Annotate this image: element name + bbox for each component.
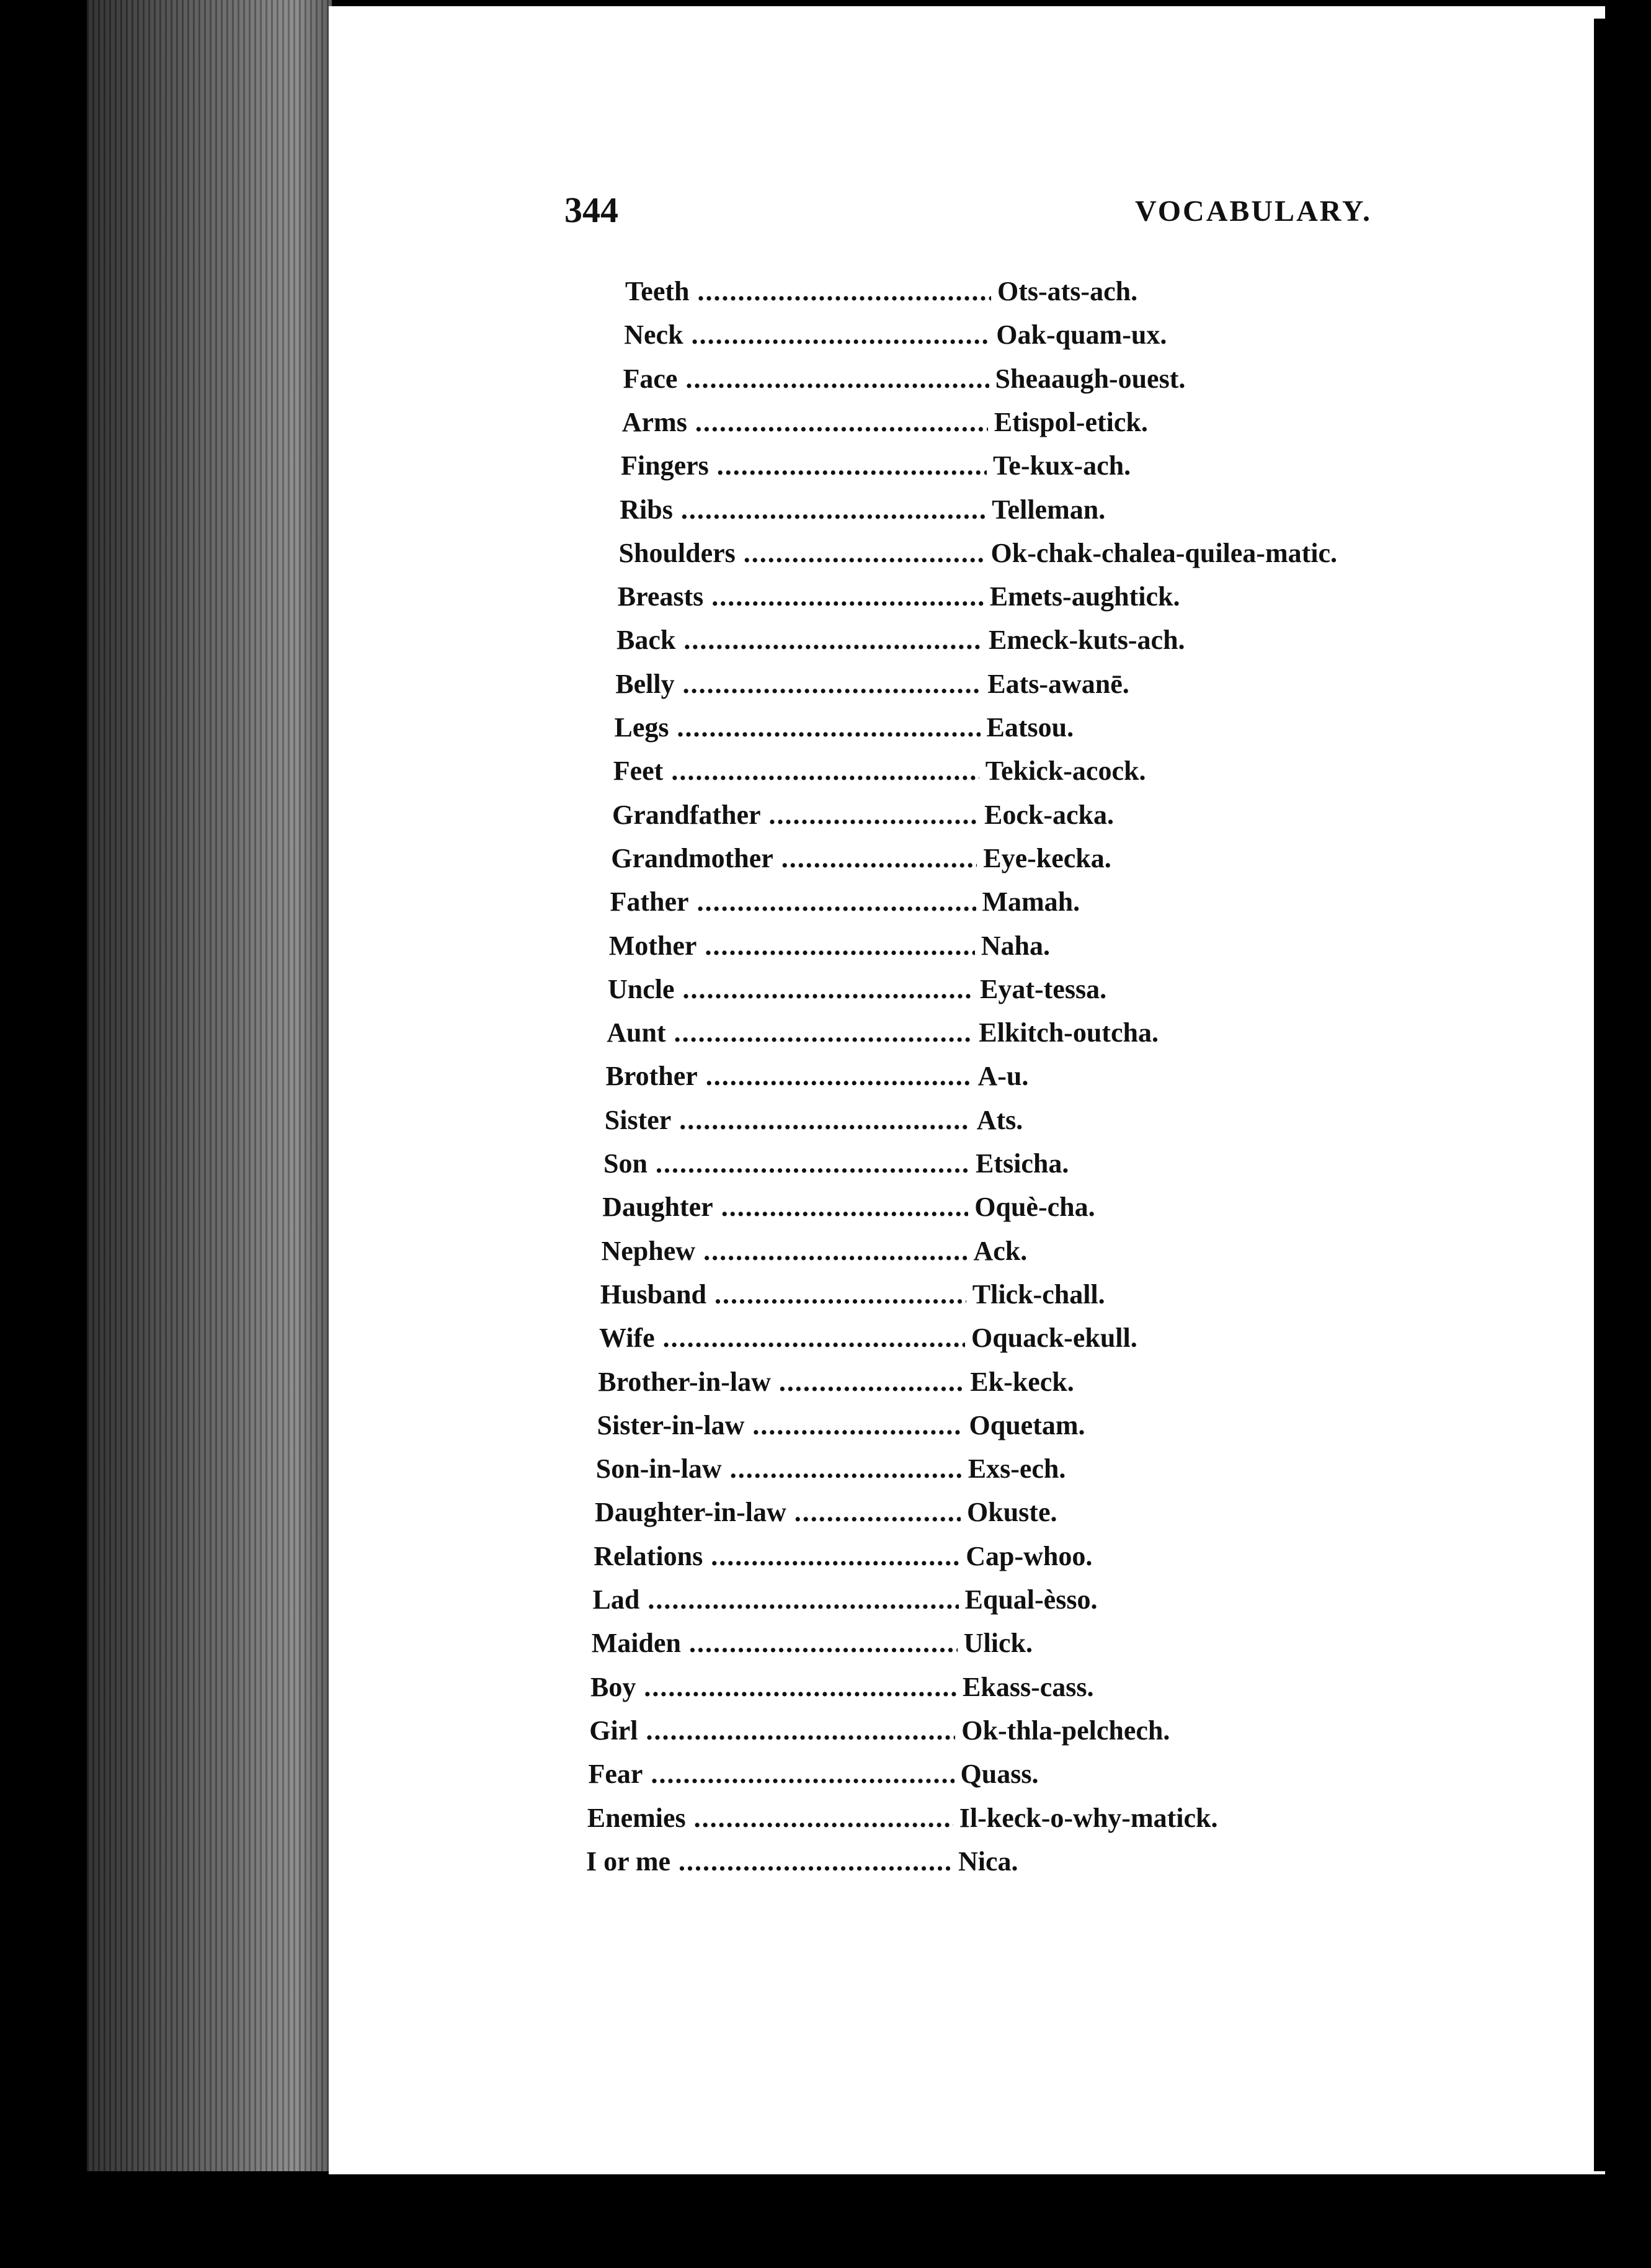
vocabulary-entry xyxy=(592,1622,1651,1665)
english-term: Sister ..... xyxy=(605,1099,971,1142)
page-header xyxy=(564,189,1557,239)
vocabulary-entry xyxy=(615,706,1651,749)
native-translation: Okuste. xyxy=(967,1497,1057,1528)
english-term: Fingers ..... xyxy=(621,444,987,488)
native-translation: Ats. xyxy=(976,1104,1023,1135)
native-translation: Mamah. xyxy=(982,886,1080,917)
english-term: Back ..... xyxy=(616,618,982,662)
vocabulary-entry xyxy=(605,1099,1651,1142)
native-translation: Emeck-kuts-ach. xyxy=(989,625,1185,656)
native-translation: Cap-whoo. xyxy=(966,1540,1093,1571)
native-translation: Tekick-acock. xyxy=(985,756,1146,787)
vocabulary-entry xyxy=(615,663,1651,706)
vocabulary-entry xyxy=(600,1273,1651,1316)
vocabulary-entry xyxy=(596,1447,1651,1491)
vocabulary-entry xyxy=(598,1360,1651,1404)
native-translation: Oak-quam-ux. xyxy=(996,319,1167,350)
native-translation: Telleman. xyxy=(992,494,1106,525)
vocabulary-entry xyxy=(606,1055,1651,1098)
vocabulary-entry xyxy=(594,1535,1651,1578)
native-translation: Il-keck-o-why-matick. xyxy=(959,1802,1218,1833)
native-translation: Quass. xyxy=(960,1759,1039,1790)
vocabulary-entry xyxy=(620,488,1651,532)
english-term: Grandmother ..... xyxy=(611,837,977,880)
vocabulary-entry xyxy=(624,313,1651,357)
running-head: VOCABULARY. xyxy=(1135,195,1372,228)
english-term: Enemies ..... xyxy=(587,1797,953,1840)
vocabulary-entry xyxy=(618,575,1651,618)
vocabulary-entry xyxy=(622,401,1651,444)
native-translation: Sheaaugh-ouest. xyxy=(995,363,1186,394)
page-number: 344 xyxy=(564,190,618,230)
english-term: Girl ..... xyxy=(589,1709,955,1752)
vocabulary-entry xyxy=(623,357,1651,401)
native-translation: Naha. xyxy=(981,930,1050,961)
english-term: I or me ..... xyxy=(586,1840,952,1883)
english-term: Maiden ..... xyxy=(592,1622,958,1665)
english-term: Nephew ..... xyxy=(602,1230,968,1273)
native-translation: Ots-ats-ach. xyxy=(997,276,1138,306)
vocabulary-entry xyxy=(612,793,1651,837)
vocabulary-entry xyxy=(621,444,1651,488)
english-term: Mother ..... xyxy=(609,924,975,968)
vocabulary-entry xyxy=(610,880,1651,924)
native-translation: Ok-thla-pelchech. xyxy=(961,1715,1170,1746)
vocabulary-entry xyxy=(589,1752,1651,1796)
native-translation: Ack. xyxy=(973,1235,1028,1266)
native-translation: Oquetam. xyxy=(969,1409,1085,1440)
english-term: Relations ..... xyxy=(594,1535,959,1578)
english-term: Husband ..... xyxy=(600,1273,966,1316)
native-translation: Oquè-cha. xyxy=(974,1192,1095,1223)
vocabulary-entry xyxy=(608,968,1651,1011)
english-term: Sister-in-law ..... xyxy=(597,1404,963,1447)
native-translation: Ulick. xyxy=(963,1628,1033,1659)
native-translation: Tlick-chall. xyxy=(972,1279,1105,1310)
vocabulary-entry xyxy=(602,1230,1651,1273)
native-translation: Eats-awanē. xyxy=(987,668,1129,699)
english-term: Daughter ..... xyxy=(602,1185,968,1229)
english-term: Lad ..... xyxy=(593,1578,959,1622)
english-term: Aunt ..... xyxy=(607,1011,972,1055)
vocabulary-entry xyxy=(587,1797,1651,1840)
vocabulary-entry xyxy=(586,1840,1651,1883)
native-translation: Etsicha. xyxy=(976,1148,1069,1179)
book-page xyxy=(329,6,1605,2174)
vocabulary-entry xyxy=(619,532,1651,575)
english-term: Son ..... xyxy=(603,1142,969,1185)
vocabulary-entry xyxy=(595,1491,1651,1534)
native-translation: Eyat-tessa. xyxy=(980,973,1107,1004)
native-translation: Eock-acka. xyxy=(984,799,1114,830)
native-translation: Oquack-ekull. xyxy=(971,1323,1137,1354)
native-translation: A-u. xyxy=(977,1061,1029,1092)
vocabulary-entry xyxy=(609,924,1651,968)
vocabulary-entry xyxy=(589,1709,1651,1752)
english-term: Son-in-law ..... xyxy=(596,1447,962,1491)
english-term: Legs ..... xyxy=(615,706,981,749)
native-translation: Ok-chak-chalea-quilea-matic. xyxy=(990,537,1338,568)
vocabulary-entry xyxy=(616,618,1651,662)
native-translation: Te-kux-ach. xyxy=(993,450,1131,481)
native-translation: Equal-èsso. xyxy=(964,1584,1098,1615)
english-term: Breasts ..... xyxy=(618,575,984,618)
english-term: Grandfather ..... xyxy=(612,793,978,837)
english-term: Father ..... xyxy=(610,880,976,924)
book-spine-gutter xyxy=(87,0,332,2171)
vocabulary-entry xyxy=(597,1404,1651,1447)
native-translation: Eatsou. xyxy=(986,712,1074,743)
native-translation: Emets-aughtick. xyxy=(989,581,1180,612)
english-term: Uncle ..... xyxy=(608,968,974,1011)
english-term: Daughter-in-law ..... xyxy=(595,1491,961,1534)
vocabulary-entry xyxy=(625,270,1651,313)
vocabulary-entry xyxy=(602,1185,1651,1229)
english-term: Brother ..... xyxy=(606,1055,972,1098)
english-term: Fear ..... xyxy=(589,1752,955,1796)
english-term: Shoulders ..... xyxy=(619,532,985,575)
vocabulary-entry xyxy=(603,1142,1651,1185)
english-term: Arms ..... xyxy=(622,401,988,444)
english-term: Teeth ..... xyxy=(625,270,991,313)
english-term: Wife ..... xyxy=(599,1316,965,1360)
english-term: Belly ..... xyxy=(615,663,981,706)
native-translation: Ekass-cass. xyxy=(963,1671,1094,1702)
vocabulary-entry xyxy=(611,837,1651,880)
vocabulary-entry xyxy=(593,1578,1651,1622)
english-term: Boy ..... xyxy=(590,1666,956,1709)
english-term: Brother-in-law ..... xyxy=(598,1360,964,1404)
native-translation: Ek-keck. xyxy=(970,1366,1074,1397)
vocabulary-entry xyxy=(607,1011,1651,1055)
vocabulary-entry xyxy=(599,1316,1651,1360)
vocabulary-entry xyxy=(613,749,1651,793)
english-term: Ribs ..... xyxy=(620,488,986,532)
english-term: Face ..... xyxy=(623,357,989,401)
page-edge-shadow xyxy=(1594,19,1605,2171)
native-translation: Eye-kecka. xyxy=(983,842,1111,873)
english-term: Neck ..... xyxy=(624,313,990,357)
native-translation: Etispol-etick. xyxy=(994,406,1148,437)
native-translation: Nica. xyxy=(958,1846,1018,1877)
native-translation: Elkitch-outcha. xyxy=(979,1017,1159,1048)
english-term: Feet ..... xyxy=(613,749,979,793)
native-translation: Exs-ech. xyxy=(968,1453,1066,1484)
vocabulary-entry xyxy=(590,1666,1651,1709)
